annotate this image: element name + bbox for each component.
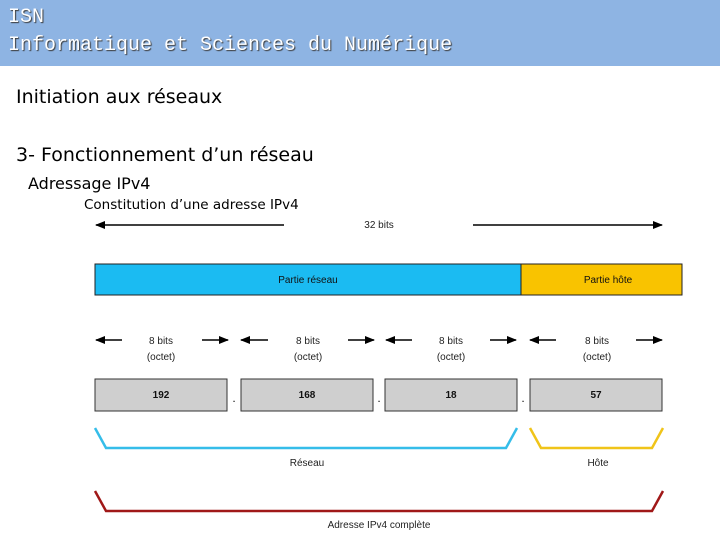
slide-subtitle: Initiation aux réseaux bbox=[16, 86, 223, 108]
octet4-value: 57 bbox=[590, 390, 602, 401]
topic-title: Adressage IPv4 bbox=[28, 174, 151, 193]
octet3-bits-label: 8 bits bbox=[439, 336, 463, 347]
network-brace-label: Réseau bbox=[289, 458, 325, 469]
octet2-octet-label: (octet) bbox=[293, 352, 323, 363]
subtopic-title: Constitution d’une adresse IPv4 bbox=[84, 197, 299, 213]
header-title: ISN bbox=[8, 6, 45, 29]
octet4-octet-label: (octet) bbox=[582, 352, 612, 363]
full-address-label: Adresse IPv4 complète bbox=[327, 520, 431, 531]
host-brace bbox=[530, 428, 663, 448]
octet1-value: 192 bbox=[152, 390, 170, 401]
octet2-value: 168 bbox=[298, 390, 316, 401]
host-brace-label: Hôte bbox=[587, 458, 609, 469]
octet1-bits-label: 8 bits bbox=[149, 336, 173, 347]
host-part-label: Partie hôte bbox=[583, 275, 633, 286]
bits32-label: 32 bits bbox=[364, 220, 394, 231]
octet3-value: 18 bbox=[445, 390, 457, 401]
octet4-bits-label: 8 bits bbox=[585, 336, 609, 347]
octet2-bits-label: 8 bits bbox=[296, 336, 320, 347]
header-subtitle: Informatique et Sciences du Numérique bbox=[8, 34, 453, 57]
octet1-octet-label: (octet) bbox=[146, 352, 176, 363]
full-address-brace bbox=[95, 491, 663, 511]
dot-separator: . bbox=[232, 391, 236, 405]
network-part-label: Partie réseau bbox=[278, 275, 338, 286]
section-title: 3- Fonctionnement d’un réseau bbox=[16, 144, 314, 166]
octet3-octet-label: (octet) bbox=[436, 352, 466, 363]
dot-separator: . bbox=[521, 391, 525, 405]
dot-separator: . bbox=[377, 391, 381, 405]
network-brace bbox=[95, 428, 517, 448]
